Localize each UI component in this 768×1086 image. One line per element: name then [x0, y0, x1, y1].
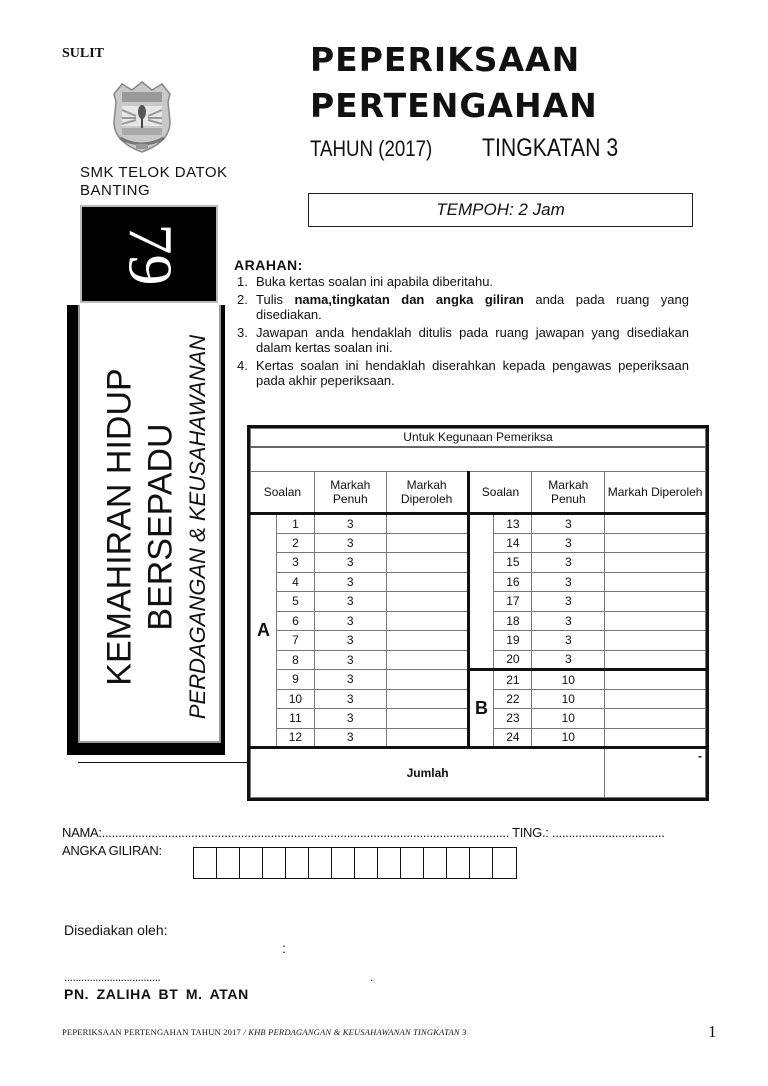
marks-obtained-cell[interactable] — [386, 553, 468, 573]
form-field[interactable]: .................................. — [551, 825, 665, 840]
examiner-score-table — [247, 425, 709, 801]
section-a-label: A — [251, 514, 277, 748]
question-number: 22 — [494, 689, 532, 709]
instructions-heading: ARAHAN: — [234, 257, 303, 273]
index-number-box[interactable] — [286, 848, 309, 878]
marks-obtained-cell[interactable] — [605, 572, 706, 592]
index-number-box[interactable] — [470, 848, 493, 878]
full-marks: 3 — [532, 514, 605, 534]
footer-right: / KHB PERDAGANGAN & KEUSAHAWANAN TINGKATAN 3 — [243, 1027, 467, 1037]
marks-obtained-cell[interactable] — [605, 689, 706, 709]
instruction-text: Buka kertas soalan ini apabila diberitahu. — [256, 274, 494, 289]
form-label: TING.: — [512, 825, 549, 840]
full-marks: 10 — [532, 689, 605, 709]
table-row — [251, 670, 706, 690]
question-number: 17 — [494, 592, 532, 612]
table-row — [251, 514, 706, 534]
full-marks: 3 — [314, 611, 386, 631]
question-number: 23 — [494, 709, 532, 729]
full-marks: 3 — [314, 709, 386, 729]
question-number: 12 — [276, 728, 314, 748]
instruction-item — [234, 274, 689, 289]
marks-obtained-cell[interactable] — [605, 514, 706, 534]
marks-obtained-cell[interactable] — [605, 553, 706, 573]
marks-obtained-cell[interactable] — [605, 650, 706, 670]
subject-spine — [78, 305, 221, 743]
marks-obtained-cell[interactable] — [605, 533, 706, 553]
marks-obtained-cell[interactable] — [605, 728, 706, 748]
marks-obtained-cell[interactable] — [386, 631, 468, 651]
preparer-name: PN. ZALIHA BT M. ATAN — [64, 986, 249, 1002]
section-a-continued — [468, 514, 494, 670]
index-number-box[interactable] — [240, 848, 263, 878]
full-marks: 3 — [314, 650, 386, 670]
prepared-by-label: Disediakan oleh: — [64, 922, 168, 938]
question-number: 1 — [276, 514, 314, 534]
marks-obtained-cell[interactable] — [386, 728, 468, 748]
header-markah-penuh-right: Markah Penuh — [532, 472, 605, 514]
index-number-box[interactable] — [355, 848, 378, 878]
candidate-name-row — [62, 825, 665, 840]
index-number-box[interactable] — [309, 848, 332, 878]
full-marks: 3 — [314, 553, 386, 573]
instruction-item — [234, 292, 689, 322]
marks-obtained-cell[interactable] — [605, 670, 706, 690]
blank-row — [251, 447, 706, 472]
question-number: 20 — [494, 650, 532, 670]
full-marks: 3 — [314, 631, 386, 651]
instructions-list — [234, 274, 689, 388]
instruction-text: Jawapan anda hendaklah ditulis pada ruang jawapan yang disediakan dalam kertas soalan ini. — [256, 325, 689, 355]
full-marks: 3 — [314, 592, 386, 612]
marks-obtained-cell[interactable] — [386, 514, 468, 534]
subject-subtitle: PERDAGANGAN & KEUSAHAWANAN — [185, 334, 210, 720]
paper-code-box — [80, 205, 218, 303]
full-marks: 10 — [532, 670, 605, 690]
instruction-item — [234, 325, 689, 355]
instruction-number: 3. — [237, 325, 248, 340]
question-number: 8 — [276, 650, 314, 670]
name-field[interactable]: ........................................................................................................................... — [101, 825, 510, 840]
marks-obtained-cell[interactable] — [605, 611, 706, 631]
total-row — [251, 748, 706, 798]
full-marks: 3 — [532, 553, 605, 573]
exam-year: TAHUN (2017) — [310, 136, 433, 161]
full-marks: 3 — [532, 572, 605, 592]
table-caption: Untuk Kegunaan Pemeriksa — [251, 429, 706, 447]
instructions — [234, 258, 689, 391]
form-level: TINGKATAN 3 — [482, 134, 619, 162]
full-marks: 3 — [532, 592, 605, 612]
duration-text: TEMPOH: 2 Jam — [436, 200, 565, 219]
header-markah-penuh-left: Markah Penuh — [314, 472, 386, 514]
full-marks: 3 — [532, 650, 605, 670]
index-number-box[interactable] — [217, 848, 240, 878]
question-number: 9 — [276, 670, 314, 690]
index-number-box[interactable] — [263, 848, 286, 878]
header-markah-diperoleh-left: Markah Diperoleh — [386, 472, 468, 514]
name-label: NAMA: — [62, 825, 102, 840]
instruction-number: 1. — [237, 274, 248, 289]
index-number-box[interactable] — [332, 848, 355, 878]
index-number-box[interactable] — [447, 848, 470, 878]
subject-title-line1: KEMAHIRAN HIDUP — [100, 368, 139, 686]
header-soalan-right: Soalan — [468, 472, 532, 514]
header-soalan-left: Soalan — [251, 472, 315, 514]
full-marks: 3 — [314, 514, 386, 534]
total-value: - — [698, 749, 702, 763]
question-number: 15 — [494, 553, 532, 573]
full-marks: 3 — [532, 611, 605, 631]
instruction-text-pre: Tulis — [256, 292, 295, 307]
marks-obtained-cell[interactable] — [386, 650, 468, 670]
full-marks: 3 — [532, 631, 605, 651]
full-marks: 10 — [532, 709, 605, 729]
question-number: 6 — [276, 611, 314, 631]
signature-dot: . — [370, 970, 374, 984]
question-number: 2 — [276, 533, 314, 553]
divider-line — [78, 762, 248, 763]
question-number: 4 — [276, 572, 314, 592]
question-number: 19 — [494, 631, 532, 651]
question-number: 11 — [276, 709, 314, 729]
index-number-box[interactable] — [194, 848, 217, 878]
marks-obtained-cell[interactable] — [386, 611, 468, 631]
marks-obtained-cell[interactable] — [386, 689, 468, 709]
marks-obtained-cell[interactable] — [386, 533, 468, 553]
index-number-box[interactable] — [493, 848, 516, 878]
instruction-number: 2. — [237, 292, 248, 307]
question-number: 16 — [494, 572, 532, 592]
prepared-by-colon: : — [282, 940, 286, 956]
question-number: 18 — [494, 611, 532, 631]
full-marks: 3 — [314, 728, 386, 748]
index-number-box[interactable] — [378, 848, 401, 878]
page-number: 1 — [708, 1022, 717, 1041]
page-footer — [62, 1027, 467, 1037]
marks-obtained-cell[interactable] — [605, 592, 706, 612]
full-marks: 3 — [532, 533, 605, 553]
question-number: 3 — [276, 553, 314, 573]
question-number: 10 — [276, 689, 314, 709]
marks-obtained-cell[interactable] — [386, 572, 468, 592]
index-number-box[interactable] — [424, 848, 447, 878]
full-marks: 3 — [314, 670, 386, 690]
total-label: Jumlah — [251, 748, 605, 798]
exam-title-line1: PEPERIKSAAN — [310, 40, 581, 79]
marks-obtained-cell[interactable] — [605, 631, 706, 651]
footer-left: PEPERIKSAAN PERTENGAHAN TAHUN 2017 — [62, 1027, 241, 1037]
full-marks: 3 — [314, 533, 386, 553]
question-number: 14 — [494, 533, 532, 553]
question-number: 13 — [494, 514, 532, 534]
duration-box — [308, 193, 693, 227]
question-number: 24 — [494, 728, 532, 748]
full-marks: 3 — [314, 689, 386, 709]
section-b-label: B — [468, 670, 494, 748]
index-number-label: ANGKA GILIRAN: — [62, 843, 162, 858]
index-number-boxes — [193, 847, 517, 879]
instruction-text — [252, 292, 689, 322]
instruction-text-bold: nama,tingkatan dan angka giliran — [294, 292, 524, 307]
classification-label: SULIT — [62, 46, 105, 61]
signature-line: .................................. — [64, 970, 161, 984]
marks-obtained-cell[interactable] — [605, 709, 706, 729]
question-number: 7 — [276, 631, 314, 651]
exam-title-line2: PERTENGAHAN — [310, 86, 598, 125]
subject-title-line2: BERSEPADU — [141, 423, 180, 631]
header-markah-diperoleh-right: Markah Diperoleh — [605, 472, 706, 514]
instruction-text: Kertas soalan ini hendaklah diserahkan kepada pengawas peperiksaan pada akhir peperiksaan. — [256, 358, 689, 388]
full-marks: 10 — [532, 728, 605, 748]
full-marks: 3 — [314, 572, 386, 592]
paper-code: 79 — [115, 223, 184, 285]
school-crest-icon — [108, 80, 176, 156]
school-name: SMK TELOK DATOK BANTING — [80, 164, 228, 199]
marks-obtained-cell[interactable] — [386, 670, 468, 690]
instruction-number: 4. — [237, 358, 248, 373]
instruction-item — [234, 358, 689, 388]
question-number: 5 — [276, 592, 314, 612]
question-number: 21 — [494, 670, 532, 690]
index-number-box[interactable] — [401, 848, 424, 878]
total-value-cell[interactable] — [605, 748, 706, 798]
marks-obtained-cell[interactable] — [386, 709, 468, 729]
marks-obtained-cell[interactable] — [386, 592, 468, 612]
instruction-text-post: anda pada ruang yang disediakan. — [256, 292, 689, 322]
